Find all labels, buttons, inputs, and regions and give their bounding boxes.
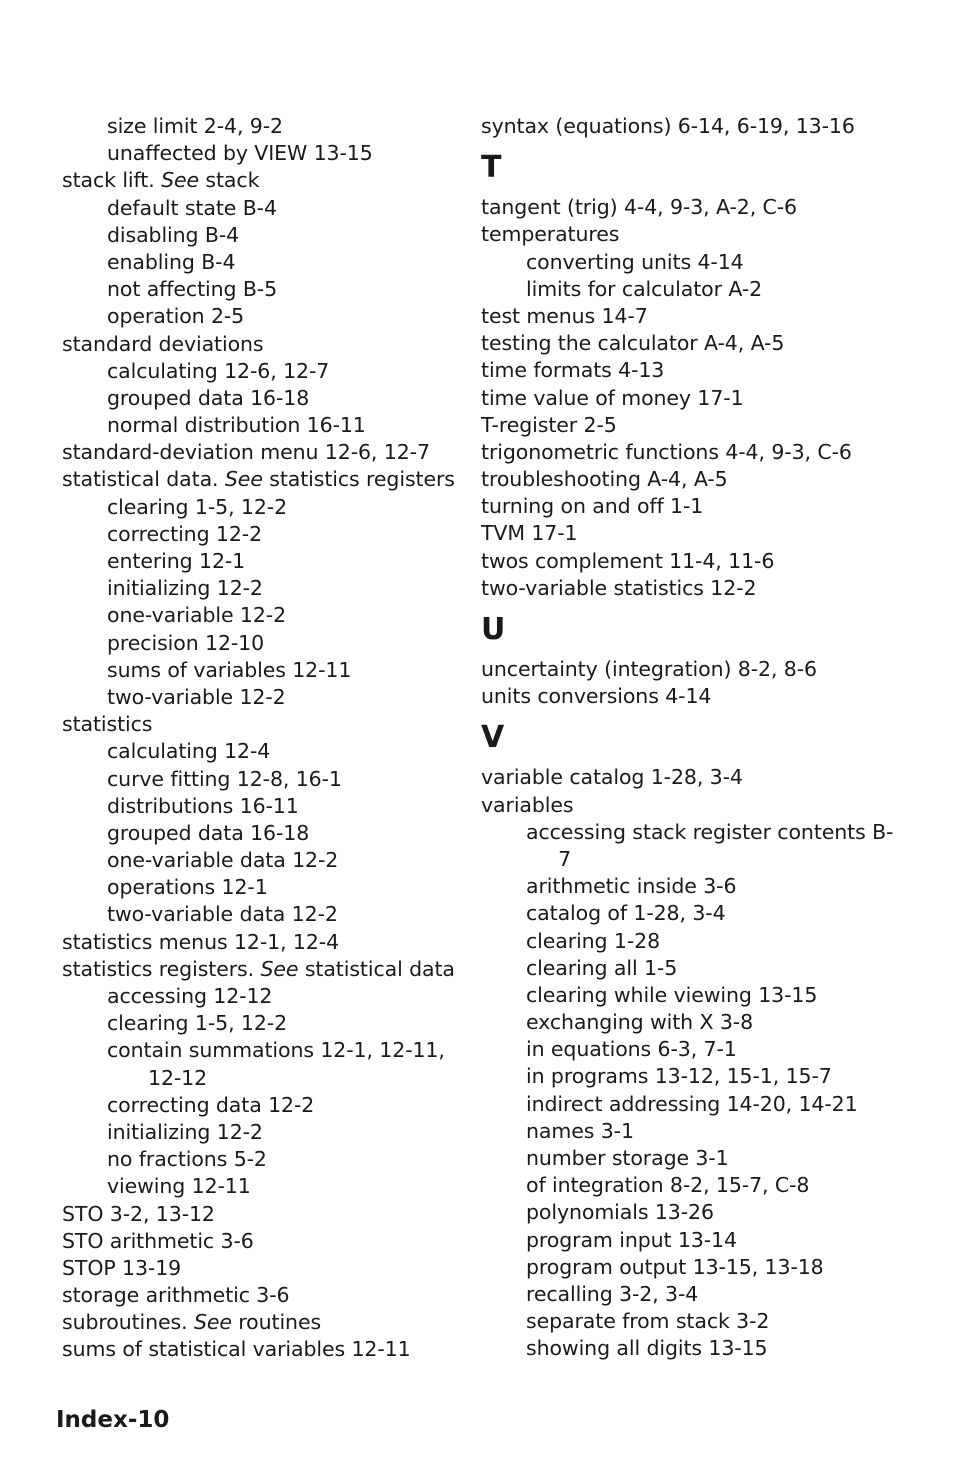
index-entry: testing the calculator A-4, A-5 [481, 331, 785, 356]
index-subentry: disabling B-4 [107, 222, 240, 247]
index-subentry: initializing 12-2 [107, 1119, 263, 1144]
index-subentry: sums of variables 12-11 [107, 657, 352, 682]
section-letter-heading: V [481, 720, 505, 756]
index-entry [62, 1309, 462, 1336]
index-subentry: not affecting B-5 [107, 277, 278, 302]
see-reference: See [193, 1310, 232, 1335]
index-subentry: clearing 1-28 [526, 928, 661, 953]
index-subentry: entering 12-1 [107, 549, 246, 573]
index-entry: time value of money 17-1 [481, 385, 744, 410]
index-subentry: grouped data 16-18 [107, 385, 310, 410]
index-subentry: one-variable 12-2 [107, 603, 287, 628]
index-subentry: showing all digits 13-15 [526, 1336, 768, 1361]
index-subentry: two-variable data 12-2 [107, 902, 338, 927]
index-subentry: separate from stack 3-2 [526, 1309, 770, 1334]
index-subentry: 7 [526, 846, 572, 871]
entry-text: statistics registers. [62, 956, 261, 981]
index-subentry: operation 2-5 [107, 304, 245, 329]
see-reference: See [161, 168, 199, 193]
index-entry: sums of statistical variables 12-11 [62, 1337, 411, 1362]
index-subentry: two-variable 12-2 [107, 684, 286, 709]
index-subentry: normal distribution 16-11 [107, 413, 366, 438]
see-target: stack [199, 168, 260, 193]
index-entry: units conversions 4-14 [481, 684, 712, 709]
index-entry: storage arithmetic 3-6 [62, 1283, 290, 1308]
index-entry: syntax (equations) 6-14, 6-19, 13-16 [481, 114, 855, 138]
section-letter-heading: T [481, 150, 502, 186]
index-entry: variable catalog 1-28, 3-4 [481, 765, 743, 790]
index-subentry: converting units 4-14 [526, 249, 744, 274]
index-entry: variables [481, 792, 574, 817]
index-entry: T-register 2-5 [481, 412, 617, 437]
index-subentry: arithmetic inside 3-6 [526, 874, 737, 899]
index-subentry: curve fitting 12-8, 16-1 [107, 766, 342, 791]
index-subentry: program output 13-15, 13-18 [526, 1254, 824, 1279]
index-subentry: clearing 1-5, 12-2 [107, 494, 288, 519]
index-subentry: calculating 12-4 [107, 739, 271, 764]
index-entry: STO 3-2, 13-12 [62, 1201, 215, 1226]
index-entry: tangent (trig) 4-4, 9-3, A-2, C-6 [481, 195, 797, 220]
index-entry [62, 167, 462, 194]
index-subentry: number storage 3-1 [526, 1146, 729, 1170]
index-column-right [481, 113, 894, 1363]
index-entry: two-variable statistics 12-2 [481, 575, 757, 600]
index-entry: time formats 4-13 [481, 358, 665, 383]
see-target: statistics registers [262, 467, 455, 492]
index-subentry: contain summations 12-1, 12-11, [107, 1038, 445, 1063]
index-subentry: default state B-4 [107, 195, 277, 220]
index-entry: uncertainty (integration) 8-2, 8-6 [481, 657, 817, 681]
index-subentry: in programs 13-12, 15-1, 15-7 [526, 1064, 832, 1089]
entry-text: statistical data. [62, 467, 225, 492]
see-target: statistical data [298, 956, 455, 981]
index-entry: standard deviations [62, 331, 264, 356]
entry-text: subroutines. [62, 1310, 194, 1335]
index-entry: twos complement 11-4, 11-6 [481, 548, 775, 573]
index-subentry: operations 12-1 [107, 875, 268, 900]
index-subentry: accessing 12-12 [107, 984, 273, 1008]
see-reference: See [224, 467, 263, 492]
index-entry: trigonometric functions 4-4, 9-3, C-6 [481, 439, 852, 464]
index-subentry: correcting 12-2 [107, 521, 263, 546]
index-subentry: calculating 12-6, 12-7 [107, 358, 330, 383]
index-subentry: of integration 8-2, 15-7, C-8 [526, 1173, 810, 1198]
index-subentry: clearing while viewing 13-15 [526, 982, 818, 1007]
index-subentry: unaffected by VIEW 13-15 [107, 141, 373, 166]
index-subentry: correcting data 12-2 [107, 1092, 315, 1117]
index-subentry: in equations 6-3, 7-1 [526, 1037, 737, 1062]
index-entry: temperatures [481, 222, 620, 247]
index-subentry: polynomials 13-26 [526, 1200, 714, 1225]
index-entry: troubleshooting A-4, A-5 [481, 467, 728, 492]
see-reference: See [260, 956, 299, 981]
index-entry: test menus 14-7 [481, 303, 648, 328]
index-subentry: one-variable data 12-2 [107, 848, 339, 873]
index-subentry: clearing all 1-5 [526, 955, 678, 980]
index-subentry: clearing 1-5, 12-2 [107, 1011, 288, 1036]
index-subentry: initializing 12-2 [107, 576, 263, 601]
index-entry [62, 956, 462, 983]
index-subentry: program input 13-14 [526, 1227, 737, 1252]
index-subentry: viewing 12-11 [107, 1174, 251, 1199]
index-subentry: names 3-1 [526, 1118, 634, 1143]
entry-text: stack lift. [62, 168, 162, 193]
index-subentry: enabling B-4 [107, 249, 236, 274]
index-subentry: grouped data 16-18 [107, 820, 310, 845]
index-entry: statistics [62, 712, 153, 737]
index-entry: TVM 17-1 [481, 521, 578, 546]
index-entry: statistics menus 12-1, 12-4 [62, 929, 340, 954]
index-entry: STO arithmetic 3-6 [62, 1228, 254, 1253]
index-subentry: catalog of 1-28, 3-4 [526, 901, 726, 926]
index-subentry: size limit 2-4, 9-2 [107, 114, 283, 138]
index-subentry: recalling 3-2, 3-4 [526, 1281, 699, 1306]
index-subentry: indirect addressing 14-20, 14-21 [526, 1091, 858, 1116]
index-subentry: distributions 16-11 [107, 793, 299, 818]
index-entry [62, 466, 462, 493]
index-subentry: 12-12 [148, 1065, 208, 1090]
index-subentry: precision 12-10 [107, 630, 265, 655]
index-entry: turning on and off 1-1 [481, 494, 704, 519]
index-subentry: limits for calculator A-2 [526, 276, 763, 301]
see-target: routines [231, 1310, 322, 1335]
index-subentry: accessing stack register contents B- [526, 819, 894, 844]
index-entry: STOP 13-19 [62, 1255, 182, 1280]
index-subentry: exchanging with X 3-8 [526, 1010, 754, 1035]
section-letter-heading: U [481, 612, 506, 647]
index-entry: standard-deviation menu 12-6, 12-7 [62, 440, 430, 465]
index-column-left [62, 113, 462, 1364]
index-subentry: no fractions 5-2 [107, 1147, 267, 1172]
page-footer: Index-10 [56, 1407, 170, 1433]
